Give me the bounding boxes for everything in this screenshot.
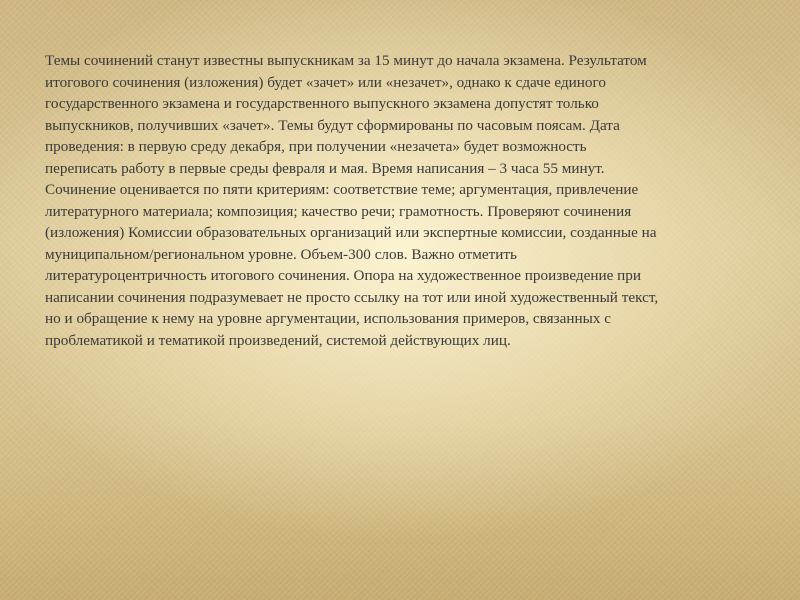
text-line: но и обращение к нему на уровне аргументации, использования примеров, связанных с [45, 310, 611, 327]
text-line: литературоцентричность итогового сочинения. Опора на художественное произведение при [45, 267, 641, 284]
text-line: (изложения) Комиссии образовательных организаций или экспертные комиссии, созданные на [45, 224, 657, 241]
text-line: переписать работу в первые среды февраля и мая. Время написания – 3 часа 55 минут. [45, 159, 605, 177]
text-line: Темы сочинений станут известны выпускникам за 15 минут до начала экзамена. Результатом [45, 52, 647, 69]
text-line: проведения: в первую среду декабря, при получении «незачета» будет возможность [45, 138, 587, 155]
text-line: выпускников, получивших «зачет». Темы будут сформированы по часовым поясам. Дата [45, 116, 620, 134]
text-line: литературного материала; композиция; качество речи; грамотность. Проверяют сочинения [45, 202, 632, 220]
text-line: проблематикой и тематикой произведений, системой действующих лиц. [45, 331, 511, 349]
text-line: муниципальном/региональном уровне. Объем-300 слов. Важно отметить [45, 245, 517, 263]
body-text [45, 50, 770, 351]
text-line: Сочинение оценивается по пяти критериям: соответствие теме; аргументация, привлечение [45, 181, 639, 198]
text-line: написании сочинения подразумевает не просто ссылку на тот или иной художественный текст, [45, 288, 659, 306]
text-line: государственного экзамена и государственного выпускного экзамена допустят только [45, 95, 599, 112]
text-line: итогового сочинения (изложения) будет «зачет» или «незачет», однако к сдаче единого [45, 73, 606, 91]
